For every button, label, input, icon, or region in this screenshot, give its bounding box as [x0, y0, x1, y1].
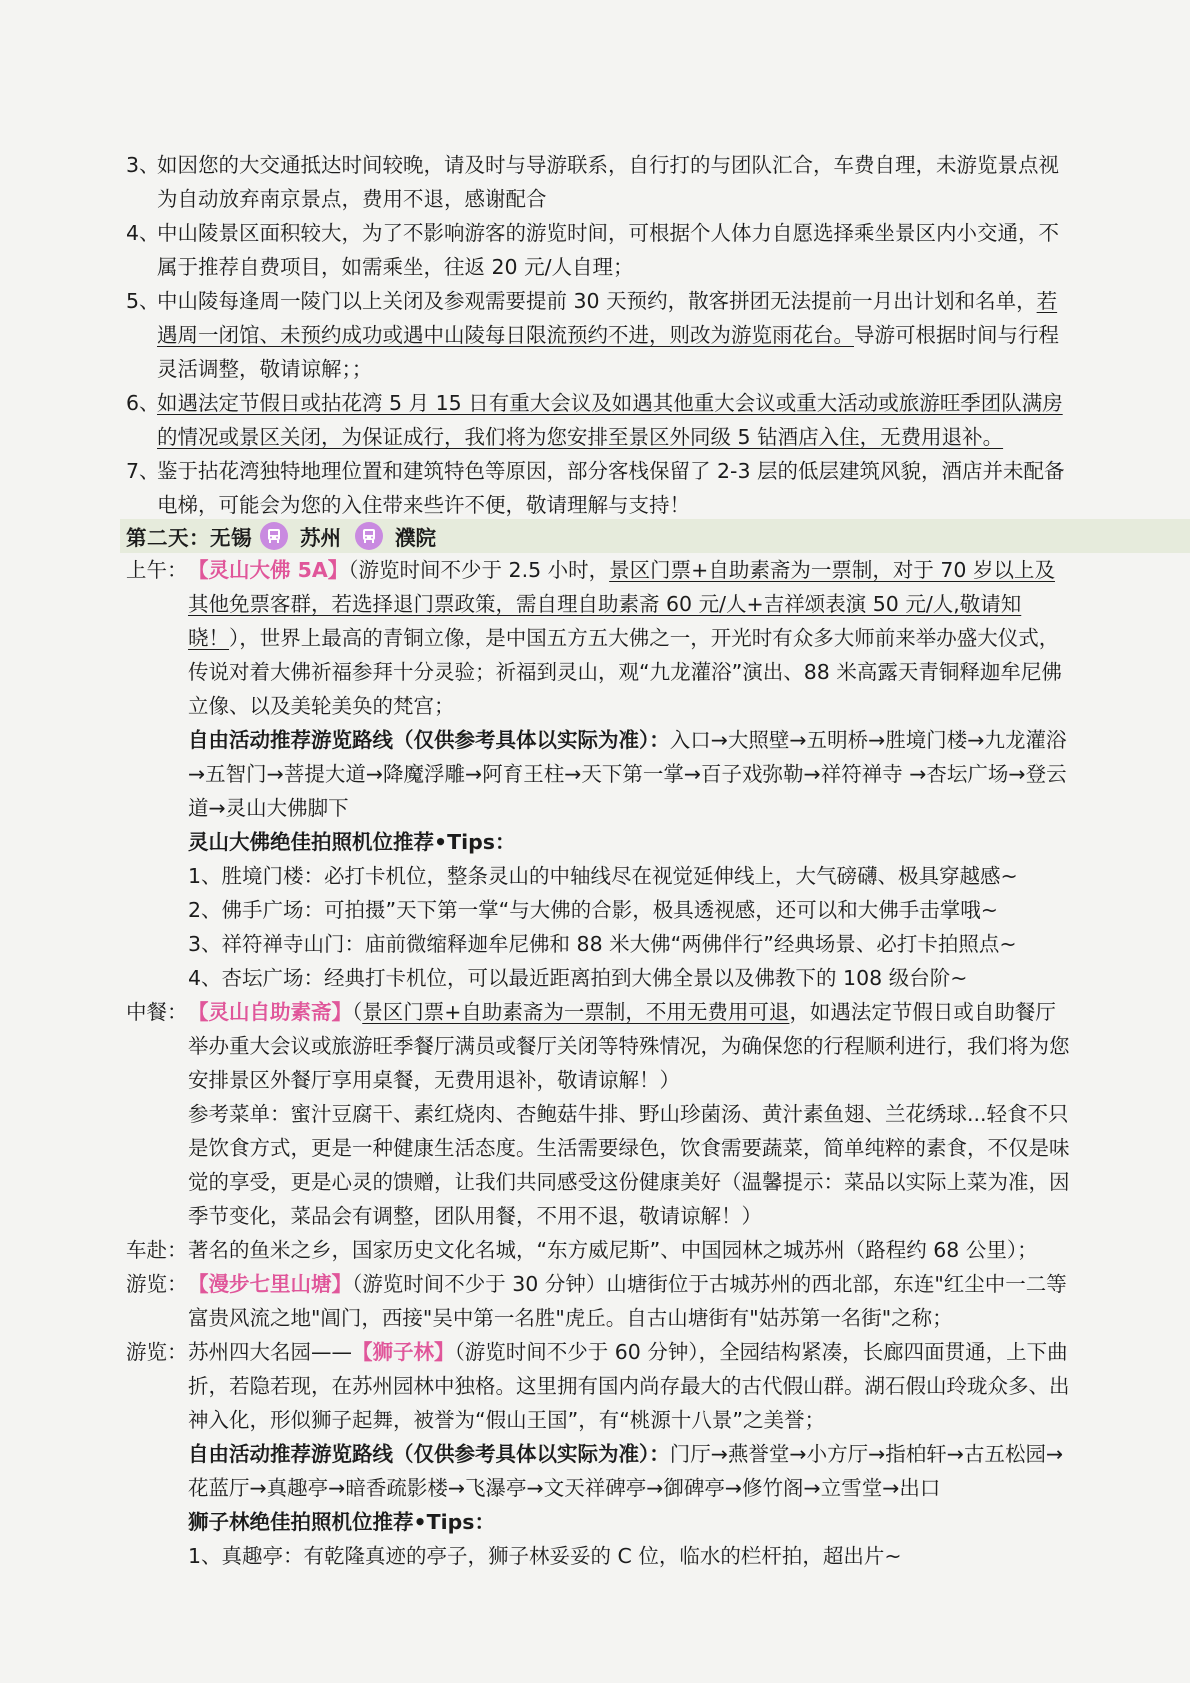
- schedule-transfer: [126, 1233, 1071, 1267]
- note-number: 4、: [126, 221, 160, 245]
- bus-icon: [355, 522, 383, 550]
- day-title: 第二天：无锡: [126, 526, 252, 550]
- route-block: [188, 723, 1071, 825]
- note-text: 鉴于拈花湾独特地理位置和建筑特色等原因，部分客栈保留了 2-3 层的低层建筑风貌，酒店并未配备电梯，可能会为您的入住带来些许不便，敬请理解与支持！: [157, 459, 1065, 517]
- route-title: 自由活动推荐游览路线: [188, 1442, 393, 1466]
- note-number: 6、: [126, 391, 160, 415]
- schedule-tour-shantang: [126, 1267, 1071, 1335]
- desc-text: （: [352, 1000, 363, 1024]
- desc-underlined: 景区门票+自助素斋为一票制，对于 70 岁以上及其他免票客群，若选择退门票政策，需自理自助素斋 60 元/人+吉祥颂表演 50 元/人,敬请知晓！: [188, 558, 1055, 650]
- note-item: [126, 284, 1071, 386]
- note-text: 中山陵每逢周一陵门以上关闭及参观需要提前 30 天预约，散客拼团无法提前一月出计划和名单，: [157, 289, 1037, 313]
- tip-item: 1、真趣亭：有乾隆真迹的亭子，狮子林妥妥的 C 位，临水的栏杆拍，超出片~: [188, 1544, 902, 1568]
- day-city: 苏州: [300, 526, 341, 550]
- note-text: 中山陵景区面积较大，为了不影响游客的游览时间，可根据个人体力自愿选择乘坐景区内小交通，不属于推荐自费项目，如需乘坐，往返 20 元/人自理；: [157, 221, 1059, 279]
- transfer-text: 著名的鱼米之乡，国家历史文化名城，“东方威尼斯”、中国园林之城苏州（路程约 68 公里）；: [188, 1238, 1038, 1262]
- tips-title: 狮子林绝佳拍照机位推荐•Tips：: [188, 1510, 495, 1534]
- tip-item: 2、佛手广场：可拍摄”天下第一掌“与大佛的合影，极具透视感，还可以和大佛手击掌哦~: [188, 898, 998, 922]
- schedule-lunch: [126, 995, 1071, 1233]
- note-number: 5、: [126, 289, 160, 313]
- note-text: 如因您的大交通抵达时间较晚，请及时与导游联系，自行打的与团队汇合，车费自理，未游览景点视为自动放弃南京景点，费用不退，感谢配合: [157, 153, 1059, 211]
- schedule-morning: [126, 553, 1071, 995]
- tip-item: 3、祥符禅寺山门：庙前微缩释迦牟尼佛和 88 米大佛“两佛伴行”经典场景、必打卡拍照点~: [188, 932, 1017, 956]
- bus-icon: [260, 522, 288, 550]
- tour-desc: [188, 1335, 1071, 1437]
- note-number: 3、: [126, 153, 160, 177]
- notes-list: [126, 148, 1071, 522]
- route-note: （仅供参考具体以实际为准）：: [393, 1442, 670, 1466]
- tour-desc: [188, 1267, 1071, 1335]
- menu-text: 参考菜单：蜜汁豆腐干、素红烧肉、杏鲍菇牛排、野山珍菌汤、黄汁素鱼翅、兰花绣球...轻食不只是饮食方式，更是一种健康生活态度。生活需要绿色，饮食需要蔬菜，简单纯粹的素食，不仅是味觉的享受，更是心灵的馈赠，让我们共同感受这份健康美好（温馨提示：菜品以实际上菜为准，因季节变化，菜品会有调整，团队用餐，不用不退，敬请谅解！）: [188, 1102, 1070, 1228]
- row-label: 车赴：: [126, 1238, 188, 1262]
- tips-block: [188, 825, 1071, 995]
- desc-text: ，如遇法定节假日或自助餐厅举办重大会议或旅游旺季餐厅满员或餐厅关闭等特殊情况，为确保您的行程顺利进行，我们将为您安排景区外餐厅享用桌餐，无费用退补，敬请谅解！）: [188, 1000, 1070, 1092]
- route-text: 入口→大照壁→五明桥→胜境门楼→九龙灌浴→五智门→菩提大道→降魔浮雕→阿育王柱→天下第一掌→百子戏弥勒→祥符禅寺 →杏坛广场→登云道→灵山大佛脚下: [188, 728, 1067, 820]
- note-number: 7、: [126, 459, 160, 483]
- desc-text: （游览时间不少于 2.5 小时，: [348, 558, 610, 582]
- lunch-desc: [188, 995, 1071, 1097]
- note-text: 导游可根据时间与行程灵活调整，敬请谅解；；: [157, 323, 1059, 381]
- tip-item: 1、胜境门楼：必打卡机位，整条灵山的中轴线尽在视觉延伸线上，大气磅礴、极具穿越感~: [188, 864, 1018, 888]
- row-label: 游览：: [126, 1340, 188, 1364]
- row-label: 游览：: [126, 1272, 188, 1296]
- route-block: [188, 1437, 1071, 1505]
- note-item: [126, 148, 1071, 216]
- note-item: [126, 216, 1071, 284]
- tip-item: 4、杏坛广场：经典打卡机位，可以最近距离拍到大佛全景以及佛教下的 108 级台阶~: [188, 966, 968, 990]
- desc-text: 苏州四大名园——: [188, 1340, 352, 1364]
- schedule-tour-shizilin: [126, 1335, 1071, 1573]
- morning-desc: [188, 553, 1071, 723]
- spot-name: 【灵山大佛 5A】: [188, 558, 349, 582]
- desc-text: （游览时间不少于 60 分钟），全园结构紧凑，长廊四面贯通，上下曲折，若隐若现，在苏州园林中独格。这里拥有国内尚存最大的古代假山群。湖石假山玲珑众多、出神入化，形似狮子起舞，被誉为“假山王国”，有“桃源十八景”之美誉；: [188, 1340, 1070, 1432]
- schedule: [126, 553, 1071, 1573]
- route-title: 自由活动推荐游览路线: [188, 728, 393, 752]
- spot-name: 【漫步七里山塘】: [188, 1272, 352, 1296]
- note-text-underlined: 若遇周一闭馆、未预约成功或遇中山陵每日限流预约不进，则改为游览雨花台。: [157, 289, 1058, 347]
- desc-underlined: 景区门票+自助素斋为一票制，不用无费用可退: [362, 1000, 790, 1024]
- row-label: 上午：: [126, 558, 188, 582]
- route-text: 门厅→燕誉堂→小方厅→指柏轩→古五松园→花蓝厅→真趣亭→暗香疏影楼→飞瀑亭→文天祥碑亭→御碑亭→修竹阁→立雪堂→出口: [188, 1442, 1064, 1500]
- row-label: 中餐：: [126, 1000, 188, 1024]
- note-text-underlined: 如遇法定节假日或拈花湾 5 月 15 日有重大会议及如遇其他重大会议或重大活动或旅游旺季团队满房的情况或景区关闭，为保证成行，我们将为您安排至景区外同级 5 钻酒店入住，无费用退补。: [157, 391, 1063, 449]
- day-city: 濮院: [395, 526, 436, 550]
- desc-text: ），世界上最高的青铜立像，是中国五方五大佛之一，开光时有众多大师前来举办盛大仪式，传说对着大佛祈福参拜十分灵验；祈福到灵山，观“九龙灌浴”演出、88 米高露天青铜释迦牟尼佛立像、以及美轮美奂的梵宫；: [188, 626, 1062, 718]
- spot-name: 【狮子林】: [352, 1340, 455, 1364]
- note-item: [126, 386, 1071, 454]
- route-note: （仅供参考具体以实际为准）：: [393, 728, 670, 752]
- desc-text: （游览时间不少于 30 分钟）山塘街位于古城苏州的西北部，东连"红尘中一二等富贵风流之地"阊门，西接"吴中第一名胜"虎丘。自古山塘街有"姑苏第一名街"之称；: [188, 1272, 1067, 1330]
- spot-name: 【灵山自助素斋】: [188, 1000, 352, 1024]
- note-item: [126, 454, 1071, 522]
- tips-block: [188, 1505, 1071, 1573]
- day-header: [120, 519, 1190, 553]
- tips-title: 灵山大佛绝佳拍照机位推荐•Tips：: [188, 830, 516, 854]
